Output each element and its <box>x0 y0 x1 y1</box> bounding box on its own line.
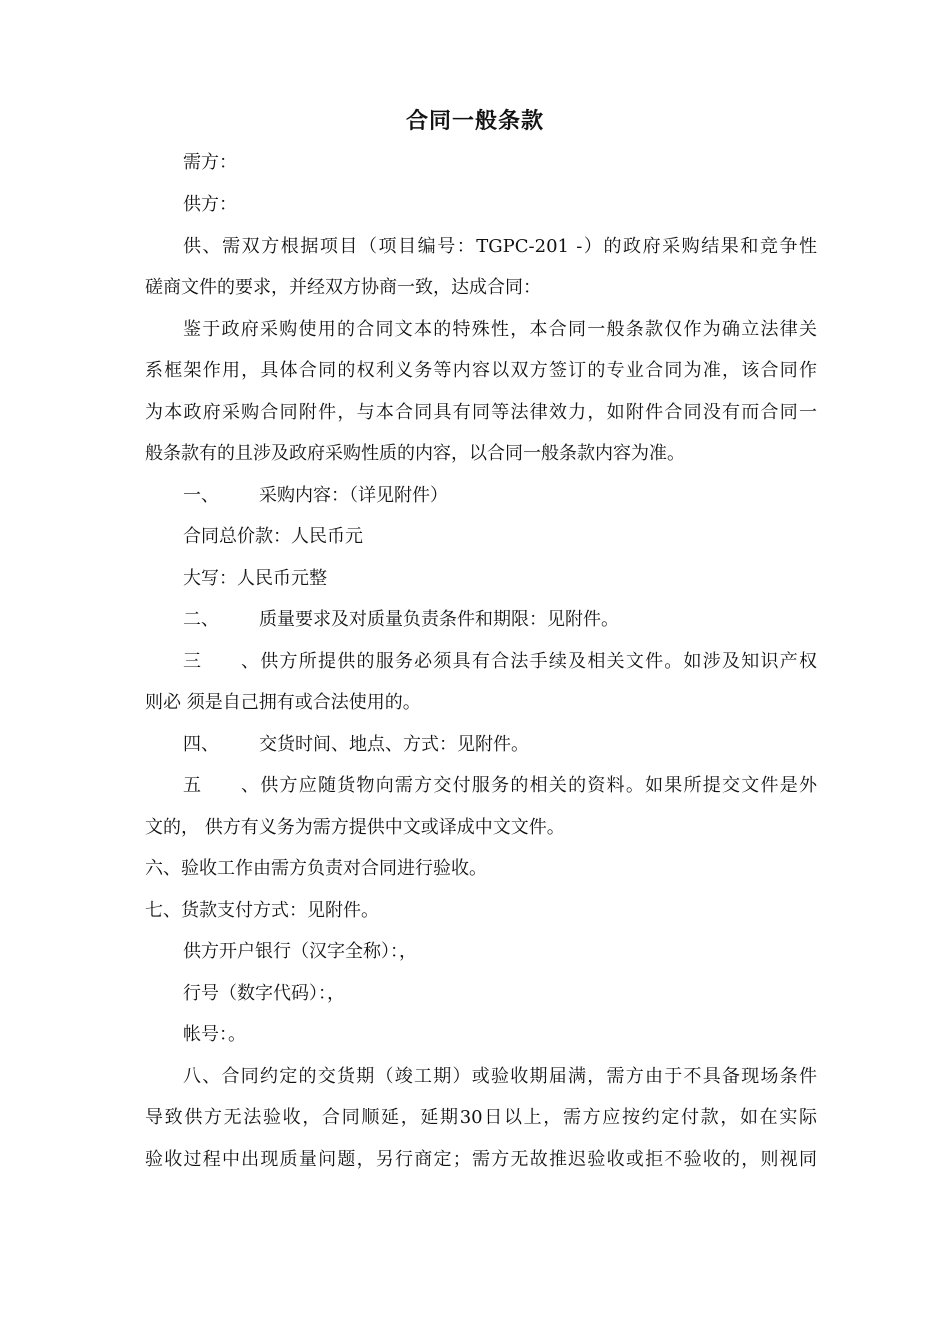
clause-2-line <box>183 607 619 633</box>
amount-in-words-line: 大写：人民币元整 <box>183 568 327 589</box>
clause-5-line-1 <box>183 773 817 799</box>
bank-code-line: 行号（数字代码）：， <box>183 983 345 1004</box>
clause-2-number: 二、 <box>183 609 219 630</box>
paragraph-intro-line-1: 供、需双方根据项目（项目编号：TGPC-201 -）的政府采购结果和竞争性 <box>183 236 817 257</box>
clause-2-text: 质量要求及对质量负责条件和期限：见附件。 <box>259 609 619 630</box>
total-price-line: 合同总价款：人民币元 <box>183 526 363 547</box>
clause-8-line-2: 导致供方无法验收，合同顺延，延期30日以上，需方应按约定付款，如在实际 <box>145 1107 817 1128</box>
clause-3-number: 三、 <box>183 651 259 672</box>
paragraph-scope-line-1: 鉴于政府采购使用的合同文本的特殊性，本合同一般条款仅作为确立法律关 <box>183 319 817 340</box>
paragraph-scope-line-2: 系框架作用，具体合同的权利义务等内容以双方签订的专业合同为准，该合同作 <box>145 360 817 381</box>
document-title: 合同一般条款 <box>405 108 544 134</box>
clause-5-text: 供方应随货物向需方交付服务的相关的资料。如果所提交文件是外 <box>259 775 817 796</box>
clause-3-line-2: 则必 须是自己拥有或合法使用的。 <box>145 692 421 713</box>
clause-4-text: 交货时间、地点、方式：见附件。 <box>259 734 529 755</box>
buyer-line: 需方： <box>183 152 237 173</box>
paragraph-scope-line-3: 为本政府采购合同附件，与本合同具有同等法律效力，如附件合同没有而合同一 <box>145 402 817 423</box>
clause-1-text: 采购内容：（详见附件） <box>259 485 448 506</box>
clause-7-line: 七、货款支付方式：见附件。 <box>145 900 379 921</box>
clause-3-line-1 <box>183 649 817 675</box>
clause-4-line <box>183 732 529 758</box>
clause-1-line <box>183 483 448 509</box>
clause-8-line-1: 八、合同约定的交货期（竣工期）或验收期届满，需方由于不具备现场条件 <box>183 1066 817 1087</box>
paragraph-scope-line-4: 般条款有的且涉及政府采购性质的内容，以合同一般条款内容为准。 <box>145 443 685 464</box>
clause-8-line-3: 验收过程中出现质量问题，另行商定；需方无故推迟验收或拒不验收的，则视同 <box>145 1149 817 1170</box>
clause-5-number: 五、 <box>183 775 259 796</box>
account-number-line: 帐号：。 <box>183 1024 246 1045</box>
clause-6-line: 六、验收工作由需方负责对合同进行验收。 <box>145 858 487 879</box>
supplier-line: 供方： <box>183 194 237 215</box>
clause-5-line-2: 文的， 供方有义务为需方提供中文或译成中文文件。 <box>145 817 565 838</box>
clause-4-number: 四、 <box>183 734 219 755</box>
clause-3-text: 供方所提供的服务必须具有合法手续及相关文件。如涉及知识产权 <box>259 651 817 672</box>
supplier-bank-line: 供方开户银行（汉字全称）：， <box>183 941 417 962</box>
paragraph-intro-line-2: 磋商文件的要求，并经双方协商一致，达成合同： <box>145 277 541 298</box>
clause-1-number: 一、 <box>183 485 219 506</box>
